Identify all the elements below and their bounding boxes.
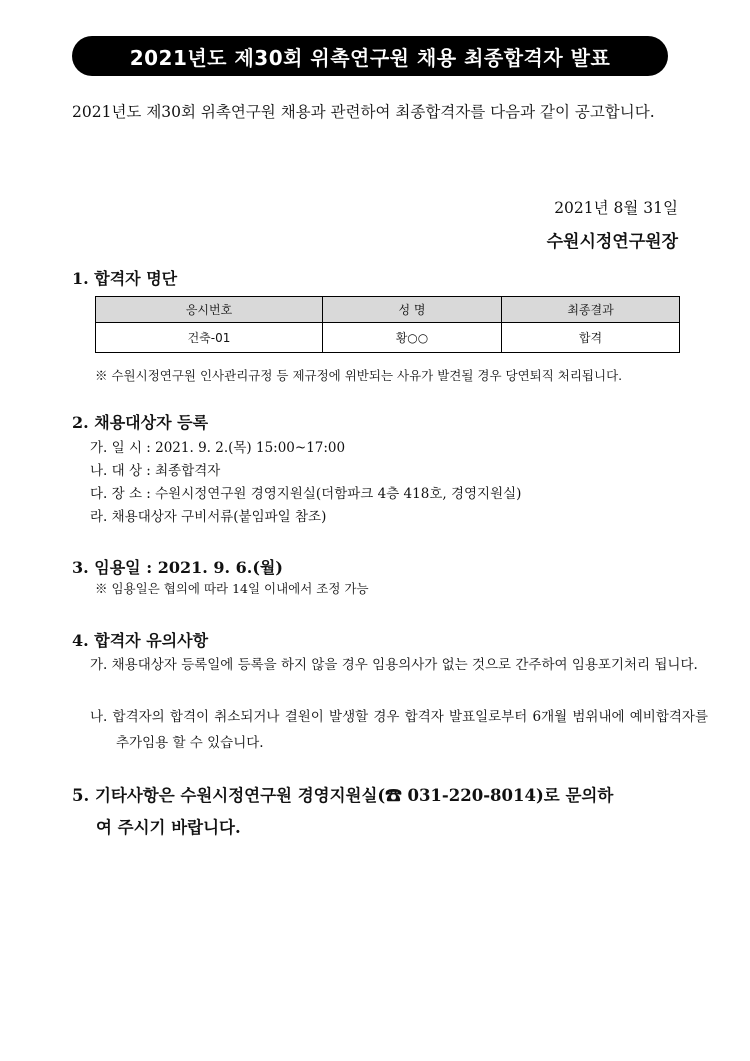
intro-paragraph: 2021년도 제30회 위촉연구원 채용과 관련하여 최종합격자를 다음과 같이 공고합니다. xyxy=(72,103,655,121)
section4-title: 4. 합격자 유의사항 xyxy=(72,631,209,650)
header-final-result: 최종결과 xyxy=(502,297,680,323)
list-item: 나. 합격자의 합격이 취소되거나 결원이 발생할 경우 합격자 발표일로부터 6개월 범위내에 예비합격자를 추가임용 할 수 있습니다. xyxy=(90,709,708,751)
section3-note: ※ 임용일은 협의에 따라 14일 이내에서 조정 가능 xyxy=(95,581,369,596)
list-item: 다. 장 소 : 수원시정연구원 경영지원실(더함파크 4층 418호, 경영지원실) xyxy=(90,486,522,502)
list-item: 라. 채용대상자 구비서류(붙임파일 참조) xyxy=(90,509,327,525)
table-row xyxy=(96,323,680,353)
closing-contact-paragraph xyxy=(72,780,684,844)
header-name: 성 명 xyxy=(323,297,502,323)
list-item: 나. 대 상 : 최종합격자 xyxy=(90,463,221,479)
results-table xyxy=(95,296,680,353)
cell-name: 황○○ xyxy=(323,323,502,353)
cell-exam-number: 건축-01 xyxy=(96,323,323,353)
announcement-date: 2021년 8월 31일 xyxy=(554,199,678,217)
section1-title: 1. 합격자 명단 xyxy=(72,269,178,288)
section2-title: 2. 채용대상자 등록 xyxy=(72,413,209,432)
closing-line-1: 5. 기타사항은 수원시정연구원 경영지원실(☎ 031-220-8014)로 문의하 xyxy=(72,786,614,805)
closing-line-2: 여 주시기 바랍니다. xyxy=(96,818,241,837)
cell-final-result: 합격 xyxy=(502,323,680,353)
section3-title: 3. 임용일 : 2021. 9. 6.(월) xyxy=(72,558,283,577)
header-exam-number: 응시번호 xyxy=(96,297,323,323)
section1-note: ※ 수원시정연구원 인사관리규정 등 제규정에 위반되는 사유가 발견될 경우 당연퇴직 처리됩니다. xyxy=(95,368,623,383)
list-item: 가. 채용대상자 등록일에 등록을 하지 않을 경우 임용의사가 없는 것으로 간주하여 임용포기처리 됩니다. xyxy=(90,657,698,673)
page-title: 2021년도 제30회 위촉연구원 채용 최종합격자 발표 xyxy=(72,36,668,76)
list-item: 가. 일 시 : 2021. 9. 2.(목) 15:00~17:00 xyxy=(90,440,346,456)
table-header-row xyxy=(96,297,680,323)
issuer-name: 수원시정연구원장 xyxy=(546,232,678,252)
